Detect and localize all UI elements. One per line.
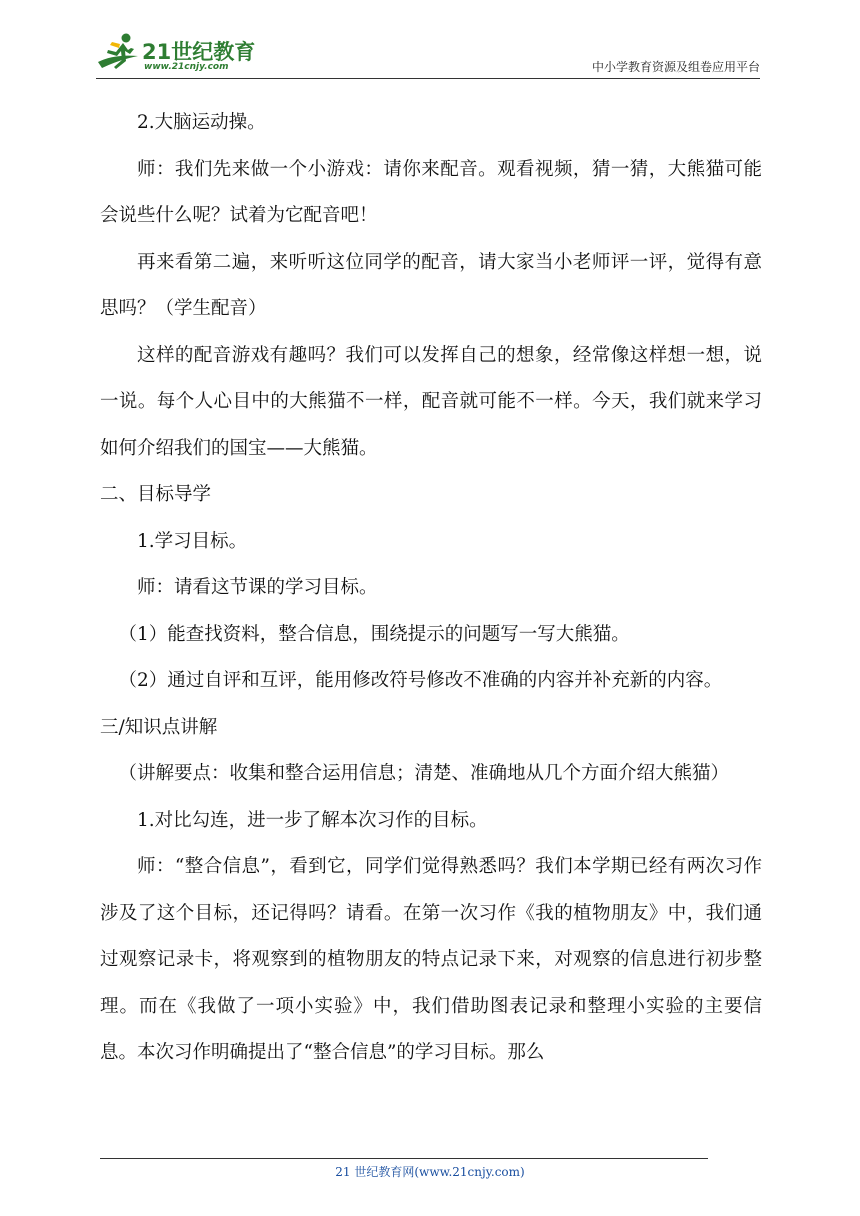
paragraph: 这样的配音游戏有趣吗？我们可以发挥自己的想象，经常像这样想一想，说一说。每个人心目中的大熊猫不一样，配音就可能不一样。今天，我们就来学习如何介绍我们的国宝——大熊猫。	[100, 344, 762, 459]
paragraph: 1.学习目标。	[137, 530, 248, 552]
page-header	[96, 30, 760, 78]
paragraph: 三/知识点讲解	[100, 716, 218, 738]
platform-name: 中小学教育资源及组卷应用平台	[591, 60, 760, 74]
logo-url: www.21cnjy.com	[144, 62, 229, 72]
paragraph: 1.对比勾连，进一步了解本次习作的目标。	[137, 809, 488, 831]
runner-logo-icon	[96, 32, 140, 74]
paragraph: 二、目标导学	[100, 484, 212, 505]
paragraph: 师：我们先来做一个小游戏：请你来配音。观看视频，猜一猜，大熊猫可能会说些什么呢？试着为它配音吧！	[100, 158, 762, 226]
paragraph: （2）通过自评和互评，能用修改符号修改不准确的内容并补充新的内容。	[118, 670, 723, 691]
header-divider	[96, 78, 760, 79]
footer-divider	[100, 1158, 708, 1159]
paragraph: （1）能查找资料，整合信息，围绕提示的问题写一写大熊猫。	[118, 623, 630, 645]
paragraph: 再来看第二遍，来听听这位同学的配音，请大家当小老师评一评，觉得有意思吗？（学生配音）	[100, 251, 762, 319]
document-body	[100, 100, 762, 1077]
logo-text: 21世纪教育	[142, 40, 256, 64]
footer-link[interactable]: 21 世纪教育网(www.21cnjy.com)	[335, 1165, 525, 1179]
brand-logo[interactable]	[96, 30, 266, 76]
paragraph: 2.大脑运动操。	[137, 112, 266, 133]
paragraph: 师：“整合信息”，看到它，同学们觉得熟悉吗？我们本学期已经有两次习作涉及了这个目标，还记得吗？请看。在第一次习作《我的植物朋友》中，我们通过观察记录卡，将观察到的植物朋友的特点记录下来，对观察的信息进行初步整理。而在《我做了一项小实验》中，我们借助图表记录和整理小实验的主要信息。本次习作明确提出了“整合信息”的学习目标。那么	[100, 856, 762, 1063]
paragraph: 师：请看这节课的学习目标。	[137, 577, 378, 598]
paragraph: （讲解要点：收集和整合运用信息；清楚、准确地从几个方面介绍大熊猫）	[118, 763, 730, 784]
